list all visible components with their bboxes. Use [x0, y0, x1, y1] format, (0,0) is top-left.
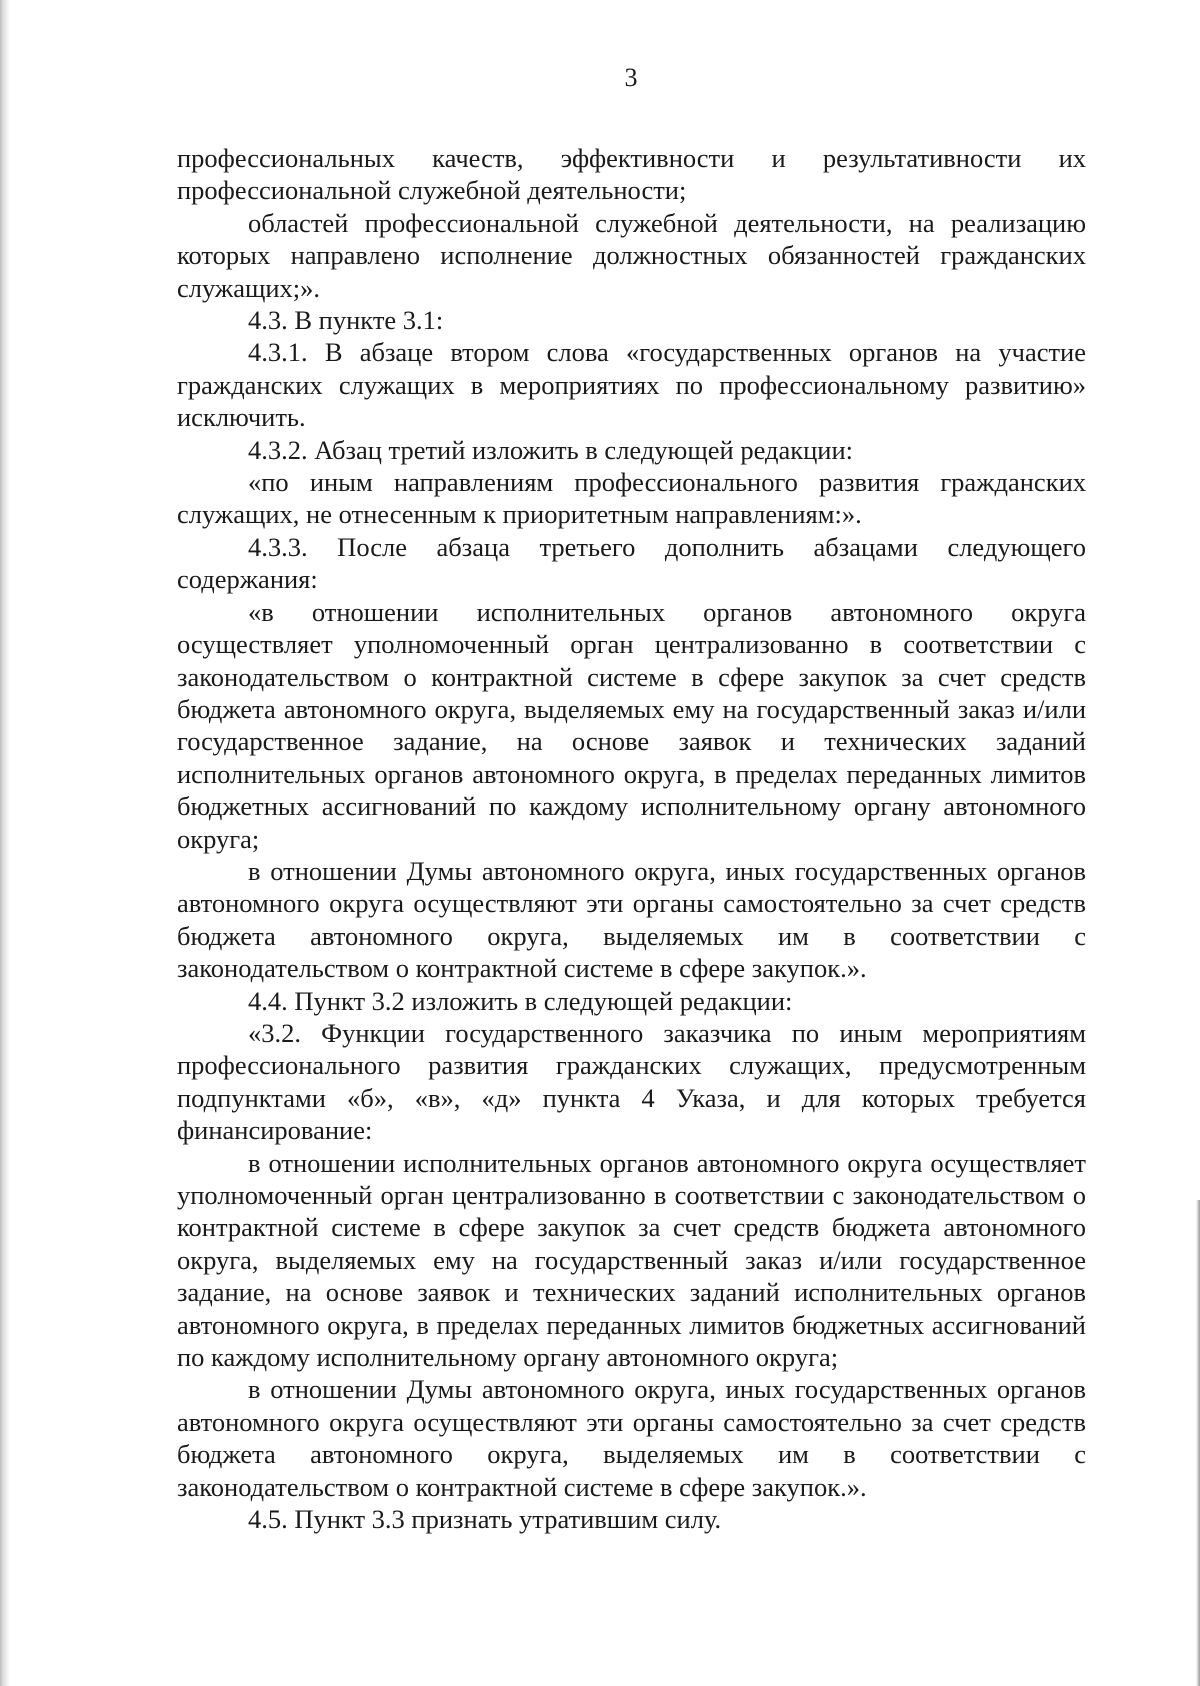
- paragraph: «по иным направлениям профессионального развития гражданских служащих, не отнесенным к приоритетным направлениям:».: [177, 467, 1086, 530]
- paragraph: «в отношении исполнительных органов автономного округа осуществляет уполномоченный орган централизованно в соответствии с законодательством о контрактной системе в сфере закупок за счет средств бюджета автономного округа, выделяемых ему на государственный заказ и/или государственное задание, на основе заявок и технических заданий исполнительных органов автономного округа, в пределах переданных лимитов бюджетных ассигнований по каждому исполнительному органу автономного округа;: [177, 596, 1086, 854]
- paragraph: 4.3.3. После абзаца третьего дополнить абзацами следующего содержания:: [177, 531, 1086, 595]
- paragraph: в отношении Думы автономного округа, иных государственных органов автономного округа осуществляют эти органы самостоятельно за счет средств бюджета автономного округа, выделяемых им в соответствии с законодательством о контрактной системе в сфере закупок.».: [177, 1374, 1086, 1502]
- scan-edge-left: [0, 0, 10, 1686]
- paragraph: «3.2. Функции государственного заказчика по иным мероприятиям профессионального развития гражданских служащих, предусмотренным подпунктами «б», «в», «д» пункта 4 Указа, и для которых требуется финансирование:: [177, 1017, 1086, 1146]
- paragraph: 4.3.2. Абзац третий изложить в следующей редакции:: [248, 434, 854, 465]
- document-body: [177, 142, 1086, 1535]
- page-number: 3: [624, 63, 638, 92]
- scan-edge-right: [1196, 1200, 1200, 1686]
- paragraph: профессиональных качеств, эффективности и результативности их профессиональной служебной деятельности;: [177, 143, 1086, 206]
- paragraph: областей профессиональной служебной деятельности, на реализацию которых направлено исполнение должностных обязанностей гражданских служащих;».: [177, 207, 1086, 303]
- paragraph: 4.5. Пункт 3.3 признать утратившим силу.: [248, 1504, 722, 1535]
- paragraph: 4.3.1. В абзаце втором слова «государственных органов на участие гражданских служащих в мероприятиях по профессиональному развитию» исключить.: [177, 337, 1086, 433]
- paragraph: в отношении Думы автономного округа, иных государственных органов автономного округа осуществляют эти органы самостоятельно за счет средств бюджета автономного округа, выделяемых им в соответствии с законодательством о контрактной системе в сфере закупок.».: [177, 855, 1086, 984]
- paragraph: 4.3. В пункте 3.1:: [248, 305, 444, 336]
- paragraph: 4.4. Пункт 3.2 изложить в следующей редакции:: [248, 985, 793, 1016]
- paragraph: в отношении исполнительных органов автономного округа осуществляет уполномоченный орган централизованно в соответствии с законодательством о контрактной системе в сфере закупок за счет средств бюджета автономного округа, выделяемых ему на государственный заказ и/или государственное задание, на основе заявок и технических заданий исполнительных органов автономного округа, в пределах переданных лимитов бюджетных ассигнований по каждому исполнительному органу автономного округа;: [177, 1147, 1086, 1373]
